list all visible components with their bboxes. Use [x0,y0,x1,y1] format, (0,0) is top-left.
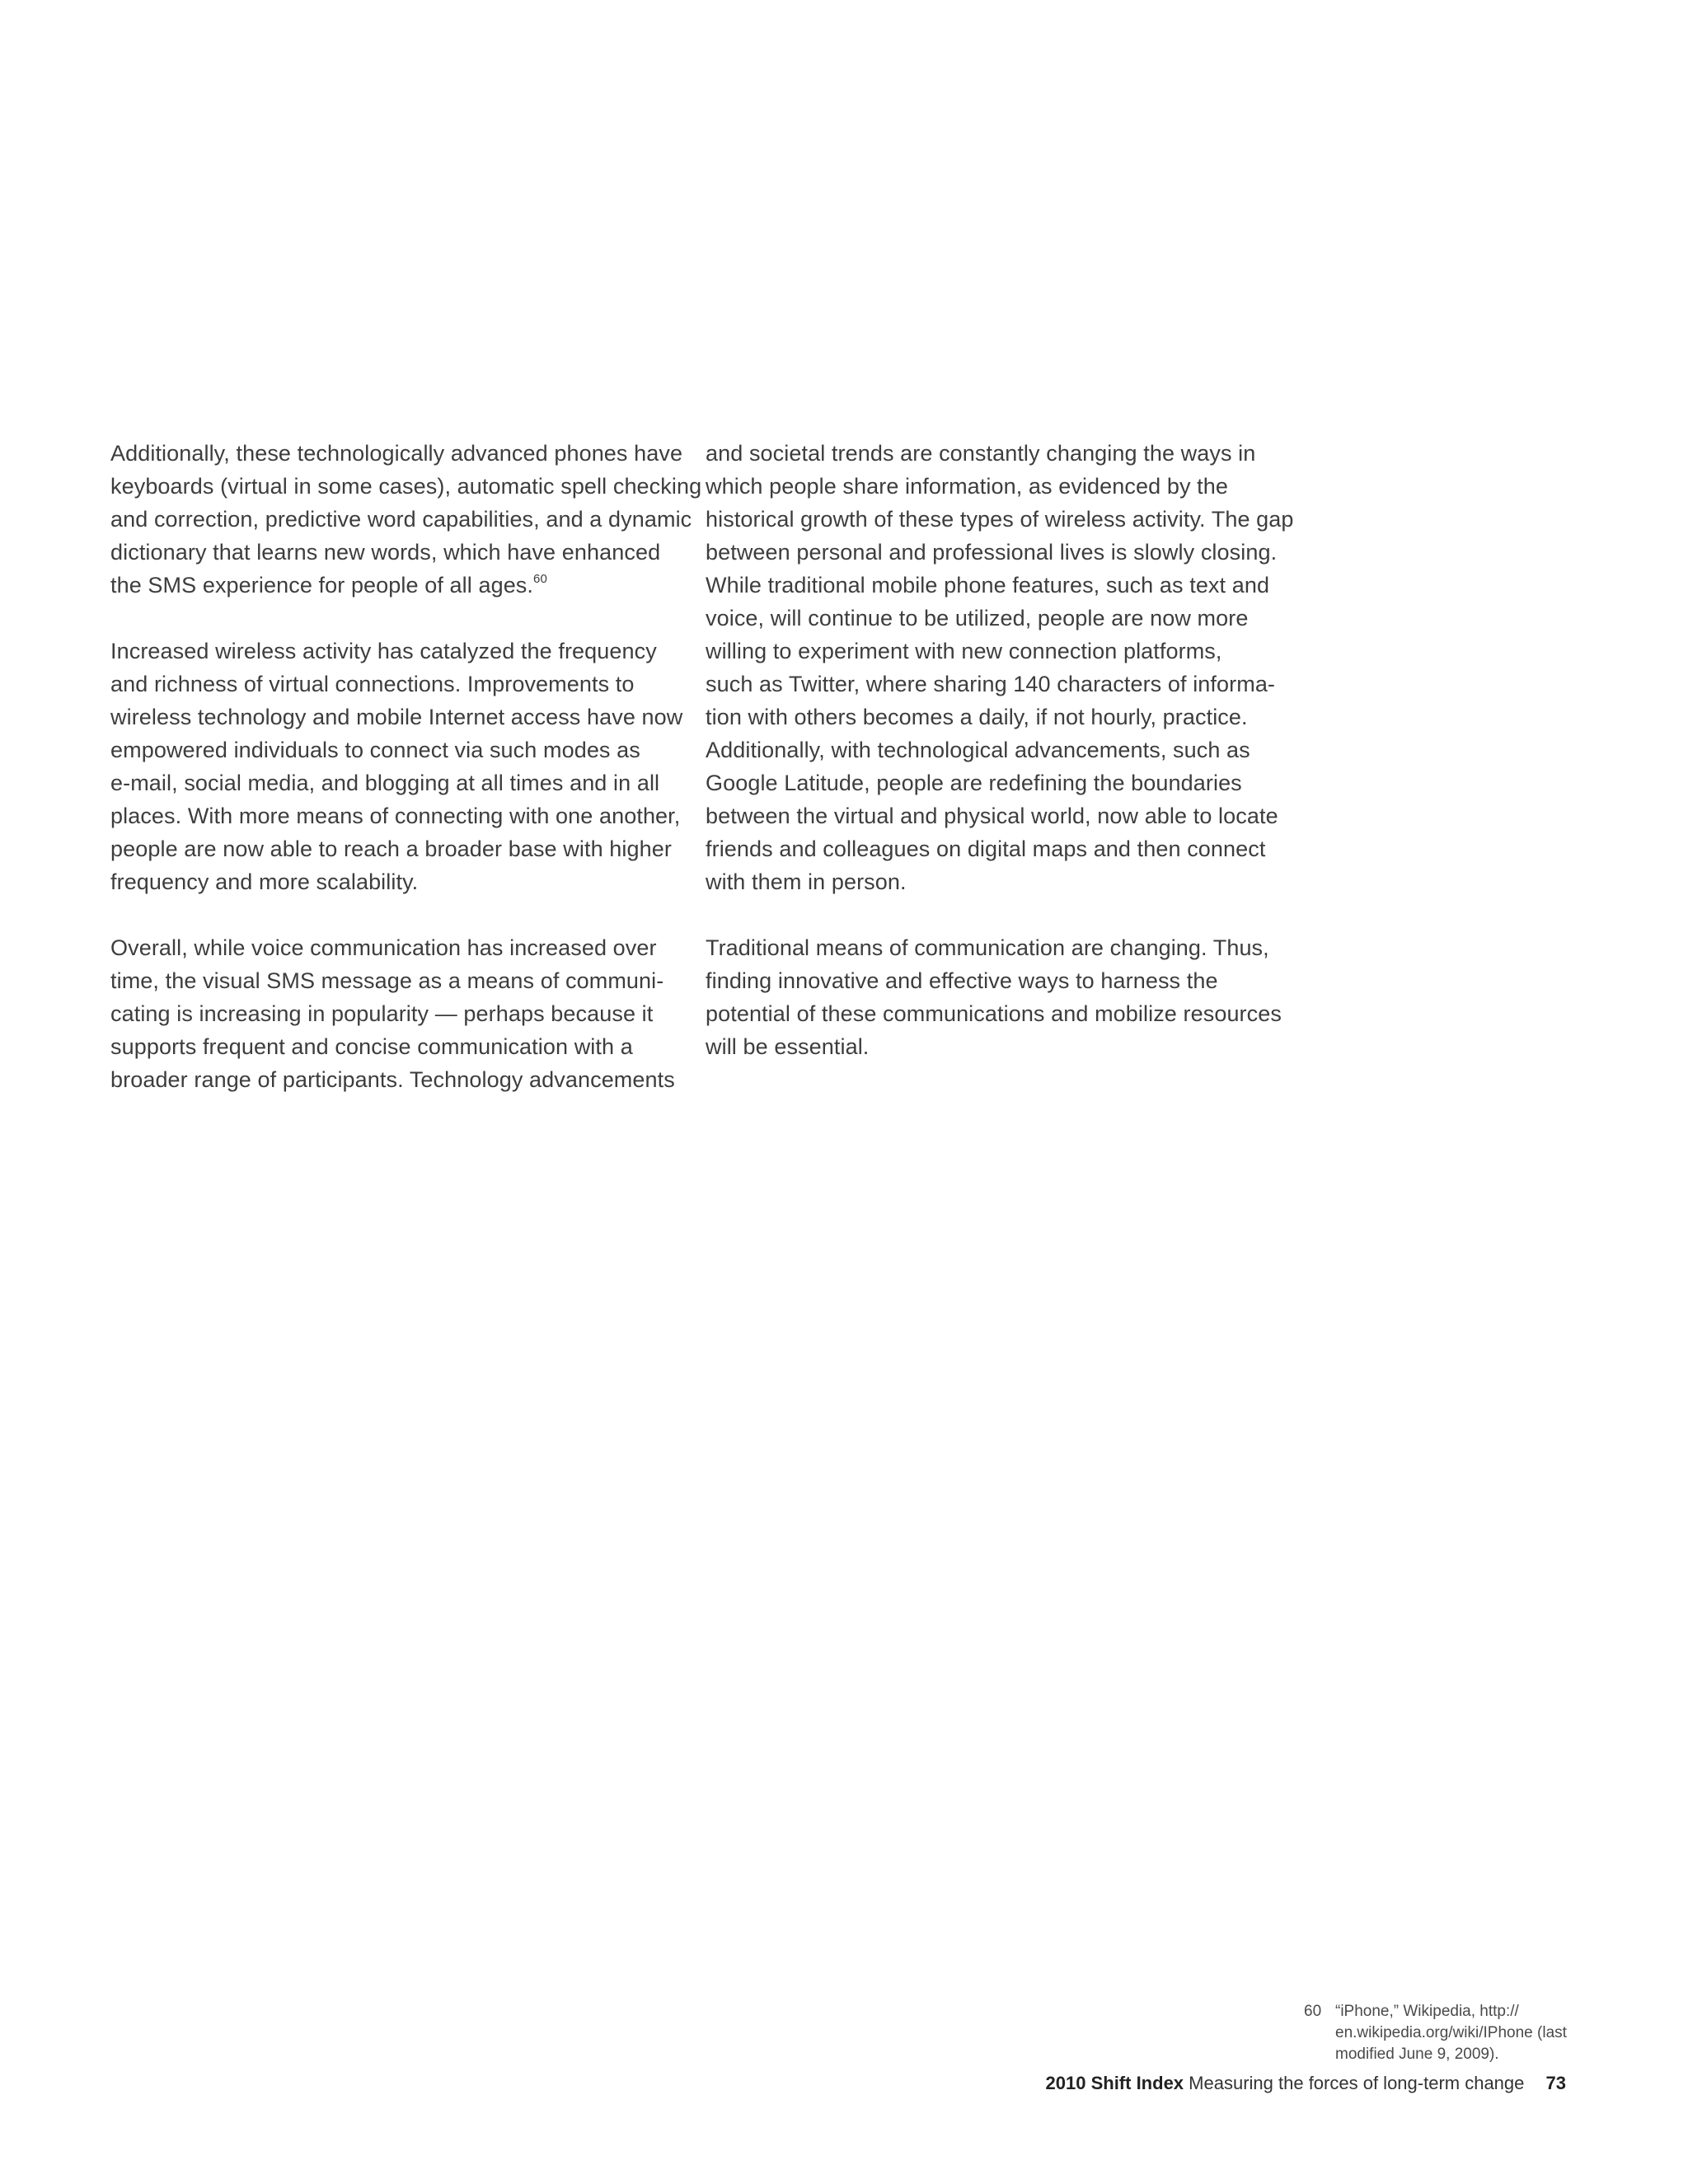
text-line: Additionally, these technologically advanced phones have [110,441,683,466]
report-subtitle: Measuring the forces of long-term change [1189,2073,1525,2093]
text-line: cating is increasing in popularity — perhaps because it [110,1001,654,1026]
text-line: with them in person. [706,869,907,894]
footnote [1304,2001,1567,2065]
text-line: the SMS experience for people of all ages. [110,573,534,598]
text-line: keyboards (virtual in some cases), automatic spell checking [110,474,702,499]
text-line: tion with others becomes a daily, if not hourly, practice. [706,705,1248,729]
text-line: wireless technology and mobile Internet access have now [110,705,683,729]
text-line: historical growth of these types of wireless activity. The gap [706,507,1294,532]
text-line: frequency and more scalability. [110,869,419,894]
text-line: and correction, predictive word capabilities, and a dynamic [110,507,692,532]
text-line: and richness of virtual connections. Improvements to [110,672,635,696]
text-line: Increased wireless activity has catalyzed the frequency [110,639,657,663]
text-line: such as Twitter, where sharing 140 characters of informa- [706,672,1276,696]
text-line: places. With more means of connecting with one another, [110,804,681,828]
text-line: dictionary that learns new words, which have enhanced [110,540,661,565]
text-line: Overall, while voice communication has increased over [110,935,657,960]
paragraph [706,437,1294,898]
paragraph [706,931,1282,1063]
text-line: finding innovative and effective ways to harness the [706,968,1218,993]
left-text-column [110,437,702,1129]
page-footer [1039,2071,1566,2096]
text-line: empowered individuals to connect via such modes as [110,738,640,762]
right-text-column [706,437,1294,1096]
footnote-line: modified June 9, 2009). [1335,2046,1499,2063]
text-line: supports frequent and concise communication with a [110,1034,633,1059]
text-line: which people share information, as evidenced by the [706,474,1228,499]
text-line-with-footnote [110,569,687,602]
text-line: Traditional means of communication are changing. Thus, [706,935,1269,960]
footnote-number: 60 [1304,2003,1322,2020]
text-line: will be essential. [706,1034,870,1059]
text-line: voice, will continue to be utilized, people are now more [706,606,1249,630]
text-line: willing to experiment with new connection platforms, [706,639,1222,663]
text-line: friends and colleagues on digital maps and then connect [706,837,1266,861]
paragraph [110,437,702,602]
paragraph [110,931,687,1096]
footnote-text [1335,2001,1567,2065]
paragraph [110,635,687,898]
text-line: Additionally, with technological advancements, such as [706,738,1250,762]
footnote-reference[interactable]: 60 [533,572,547,586]
page-number: 73 [1545,2073,1566,2093]
text-line: Google Latitude, people are redefining the boundaries [706,771,1242,795]
text-line: time, the visual SMS message as a means of communi- [110,968,664,993]
report-title: 2010 Shift Index [1045,2073,1184,2093]
text-line: e-mail, social media, and blogging at all times and in all [110,771,660,795]
text-line: and societal trends are constantly changing the ways in [706,441,1256,466]
text-line: While traditional mobile phone features, such as text and [706,573,1270,598]
text-line: potential of these communications and mobilize resources [706,1001,1282,1026]
text-line: between personal and professional lives is slowly closing. [706,540,1278,565]
text-line: people are now able to reach a broader base with higher [110,837,672,861]
text-line: broader range of participants. Technology advancements [110,1067,675,1092]
footnote-line: en.wikipedia.org/wiki/IPhone (last [1335,2024,1567,2041]
text-line: between the virtual and physical world, now able to locate [706,804,1278,828]
footnote-line: “iPhone,” Wikipedia, http:// [1335,2003,1519,2020]
